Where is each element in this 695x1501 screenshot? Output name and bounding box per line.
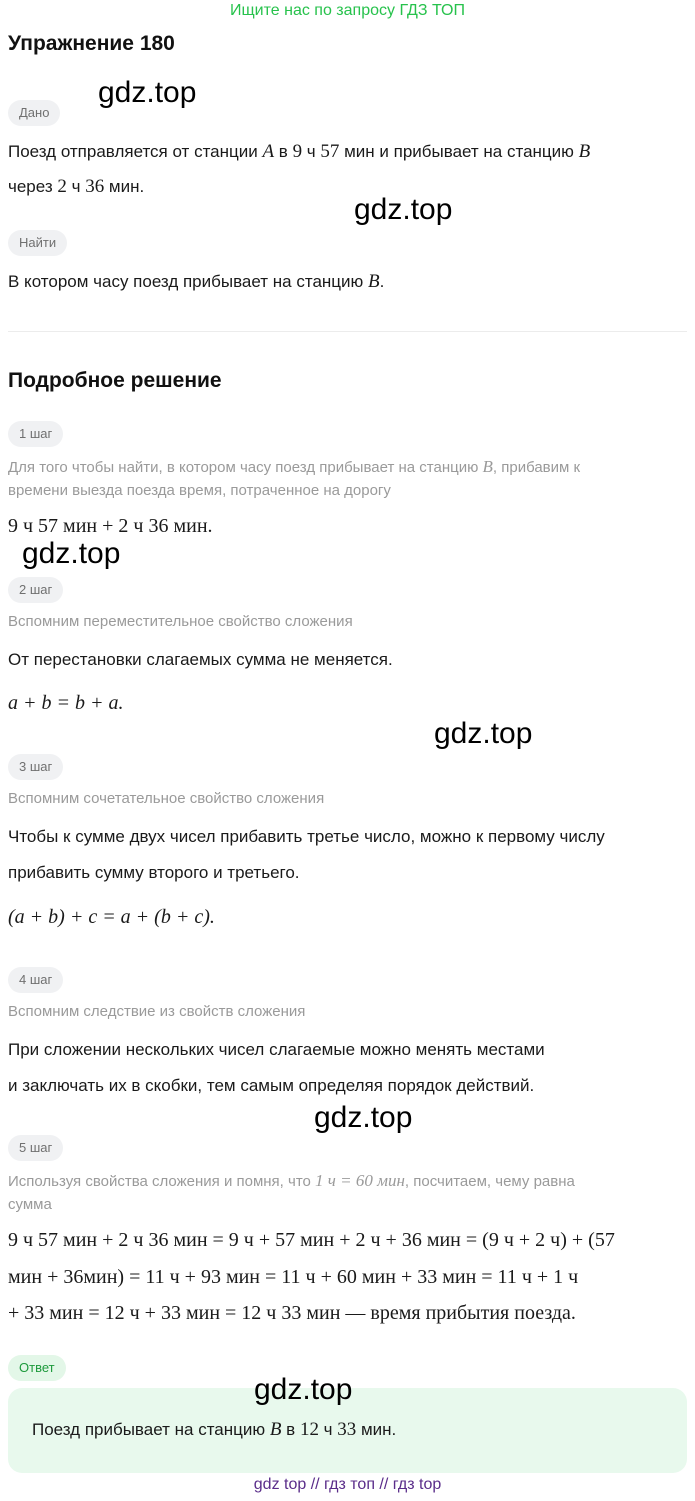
step-3-text-line-2: прибавить сумму второго и третьего. [8, 863, 300, 882]
given-line-1: Поезд отправляется от станции A в 9 ч 57 мин и прибывает на станцию B [8, 141, 591, 162]
answer-text: Поезд прибывает на станцию B в 12 ч 33 мин. [32, 1419, 397, 1440]
step-3-text-line-1: Чтобы к сумме двух чисел прибавить третье число, можно к первому числу [8, 827, 605, 846]
footer-links[interactable]: gdz top // гдз топ // гдз top [253, 1476, 442, 1493]
step-4-text-line-1: При сложении нескольких чисел слагаемые можно менять местами [8, 1040, 545, 1059]
step-2-hint: Вспомним переместительное свойство сложения [8, 613, 353, 630]
step-1-formula: 9 ч 57 мин + 2 ч 36 мин. [8, 515, 213, 537]
step-1-hint: Для того чтобы найти, в котором часу поезд прибывает на станцию B, прибавим к [8, 457, 581, 476]
watermark: gdz.top [22, 537, 121, 570]
search-banner[interactable]: Ищите нас по запросу ГДЗ ТОП [230, 2, 465, 19]
step-1-hint-line-2: времени выезда поезда время, потраченное на дорогу [8, 482, 391, 499]
step-3-hint: Вспомним сочетательное свойство сложения [8, 790, 325, 807]
watermark: gdz.top [434, 717, 533, 750]
watermark: gdz.top [354, 193, 453, 226]
step-5-formula-line-1: 9 ч 57 мин + 2 ч 36 мин = 9 ч + 57 мин + 2 ч + 36 мин = (9 ч + 2 ч) + (57 [8, 1229, 615, 1251]
step-5-formula-line-3: + 33 мин = 12 ч + 33 мин = 12 ч 33 мин — время прибытия поезда. [8, 1302, 576, 1324]
given-badge: Дано [8, 100, 60, 126]
find-badge: Найти [8, 230, 67, 256]
step-5-badge: 5 шаг [8, 1135, 63, 1161]
step-3-formula: (a + b) + c = a + (b + c). [8, 906, 215, 928]
step-3-badge: 3 шаг [8, 754, 63, 780]
watermark: gdz.top [314, 1101, 413, 1134]
step-2-formula: a + b = b + a. [8, 692, 124, 714]
step-5-hint-line-2: сумма [8, 1196, 52, 1213]
step-4-text-line-2: и заключать их в скобки, тем самым определяя порядок действий. [8, 1076, 535, 1095]
solution-title: Подробное решение [8, 369, 222, 392]
find-text: В котором часу поезд прибывает на станцию B. [8, 271, 385, 292]
step-4-badge: 4 шаг [8, 967, 63, 993]
watermark: gdz.top [98, 76, 197, 109]
step-5-hint: Используя свойства сложения и помня, что 1 ч = 60 мин, посчитаем, чему равна [8, 1171, 575, 1190]
step-4-hint: Вспомним следствие из свойств сложения [8, 1003, 306, 1020]
step-5-formula-line-2: мин + 36мин) = 11 ч + 93 мин = 11 ч + 60 мин + 33 мин = 11 ч + 1 ч [8, 1266, 579, 1288]
given-line-2: через 2 ч 36 мин. [8, 176, 145, 197]
step-2-badge: 2 шаг [8, 577, 63, 603]
watermark: gdz.top [254, 1373, 353, 1406]
answer-badge: Ответ [8, 1355, 66, 1381]
exercise-title: Упражнение 180 [8, 32, 175, 55]
step-2-text: От перестановки слагаемых сумма не меняется. [8, 650, 393, 669]
step-1-badge: 1 шаг [8, 421, 63, 447]
divider [8, 331, 687, 332]
